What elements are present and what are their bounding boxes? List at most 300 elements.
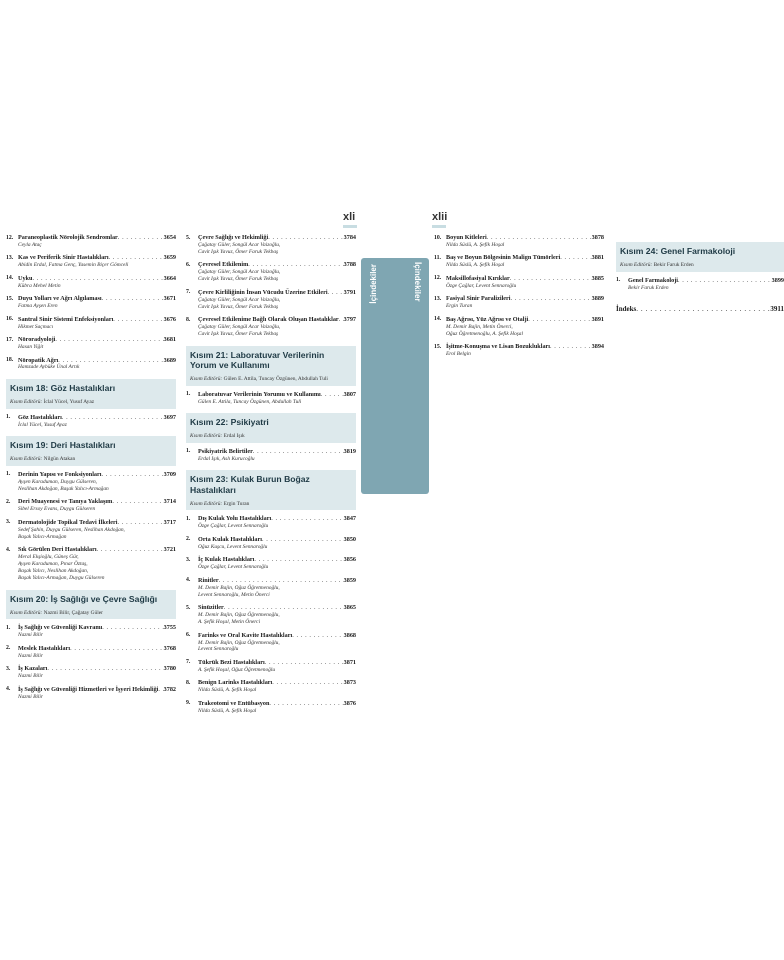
section-editor-label: Kısım Editörü:: [10, 399, 43, 406]
entry-body: [198, 604, 356, 625]
entry-body: [198, 391, 356, 405]
author-line: Ayşen Karaduman, Duygu Gülseren,: [18, 478, 98, 485]
toc-entry[interactable]: [186, 316, 356, 337]
entry-page: 3654: [163, 234, 176, 241]
leader-dots: [550, 343, 592, 350]
entry-title-line: [198, 316, 356, 323]
entry-authors: [198, 456, 356, 462]
entry-title-line: [198, 515, 356, 522]
toc-entry[interactable]: [186, 448, 356, 462]
toc-entry[interactable]: [616, 277, 784, 291]
toc-column-1: [6, 234, 176, 706]
section-editor: [10, 610, 172, 616]
entry-body: [198, 536, 356, 550]
toc-entry[interactable]: [6, 357, 176, 371]
leader-dots: [101, 471, 163, 478]
toc-entry[interactable]: [186, 536, 356, 550]
entry-authors: [18, 653, 176, 659]
leader-dots: [265, 659, 344, 666]
entry-body: [198, 515, 356, 529]
entry-authors: [446, 283, 604, 289]
section-editor-label: Kısım Editörü:: [620, 262, 653, 269]
entry-page: 3671: [163, 295, 176, 303]
section-editor: [620, 262, 780, 268]
toc-entry[interactable]: [186, 604, 356, 625]
entry-title-line: [198, 289, 356, 296]
entry-body: [18, 665, 176, 679]
entry-authors: [18, 527, 176, 540]
toc-entry[interactable]: [186, 577, 356, 598]
entry-authors: [18, 324, 176, 330]
author-line: Çağatay Güler, Songül Acar Vaizoğlu,: [198, 324, 281, 331]
side-tab-right: [393, 258, 429, 494]
index-entry[interactable]: [616, 305, 784, 313]
toc-entry[interactable]: [6, 414, 176, 428]
entry-title: Genel Farmakoloji: [628, 276, 679, 284]
entry-body: [198, 289, 356, 310]
entry-title-line: [18, 357, 176, 364]
entry-title-line: [198, 659, 356, 666]
entry-page: 3868: [343, 631, 356, 639]
author-line: A. Şefik Hoşal, Metin Önerci: [198, 619, 261, 626]
entry-authors: [18, 364, 176, 370]
toc-entry[interactable]: [186, 234, 356, 255]
author-line: Özge Çağlar, Levent Sennaroğlu: [198, 523, 269, 530]
author-line: Nazmi Bilir: [18, 632, 44, 639]
entry-number: 16.: [6, 316, 14, 323]
toc-column-3: [434, 234, 604, 364]
entry-authors: [198, 667, 356, 673]
section-editor: [190, 501, 352, 507]
author-line: Sedef Şahin, Duygu Gülseren, Neslihan Akdoğan,: [18, 526, 125, 533]
entry-authors: [198, 523, 356, 529]
entry-authors: [446, 324, 604, 337]
section-header: [186, 413, 356, 443]
author-line: Bekir Faruk Erden: [628, 284, 669, 291]
author-line: Nazmi Bilir: [18, 673, 44, 680]
entry-title-line: [18, 254, 176, 261]
toc-entry[interactable]: [6, 316, 176, 330]
leader-dots: [55, 336, 163, 343]
toc-entry[interactable]: [434, 295, 604, 309]
toc-entry[interactable]: [434, 234, 604, 248]
entry-page: 3871: [343, 658, 356, 666]
entry-number: 8.: [186, 316, 191, 323]
author-line: Kübra Mehel Metin: [18, 282, 61, 289]
entry-number: 1.: [186, 391, 191, 398]
entry-authors: [446, 351, 604, 357]
entry-body: [446, 316, 604, 337]
entry-authors: [446, 242, 604, 248]
toc-column-2: [186, 234, 356, 720]
toc-entry[interactable]: [6, 234, 176, 248]
author-line: Erol Belgin: [446, 351, 471, 358]
entry-authors: [18, 506, 176, 512]
entry-number: 4.: [186, 577, 191, 584]
toc-entry[interactable]: [186, 391, 356, 405]
entry-title: Trakeotomi ve Entübasyon: [198, 699, 270, 707]
entry-body: [18, 275, 176, 289]
entry-number: 18.: [6, 357, 14, 364]
section-header: [6, 436, 176, 466]
entry-page: 3865: [343, 604, 356, 612]
entry-body: [446, 275, 604, 289]
entry-title-line: [18, 519, 176, 526]
entry-title-line: [198, 536, 356, 543]
entry-body: [18, 357, 176, 371]
toc-column-4-content: [616, 242, 784, 291]
entry-title-line: [198, 577, 356, 584]
page-number-right: [432, 211, 447, 228]
entry-number: 10.: [434, 234, 442, 241]
entry-title-line: [446, 234, 604, 241]
toc-entry[interactable]: [186, 556, 356, 570]
entry-title: Sinüzitler: [198, 604, 224, 612]
toc-entry[interactable]: [434, 254, 604, 268]
author-line: Nilda Süslü, A. Şefik Hoşal: [446, 241, 505, 248]
entry-number: 1.: [616, 277, 621, 284]
entry-number: 6.: [186, 632, 191, 639]
entry-body: [18, 295, 176, 309]
toc-entry[interactable]: [6, 519, 176, 540]
leader-dots: [219, 577, 344, 584]
entry-authors: [18, 422, 176, 428]
entry-body: [18, 686, 176, 700]
entry-title: Çevre Kirliliğinin İnsan Vücudu Üzerine Etkileri: [198, 288, 328, 296]
toc-entry[interactable]: [186, 700, 356, 714]
author-line: Oğuz Öğretmenoğlu, A. Şefik Hoşal: [446, 330, 523, 337]
entry-title-line: [18, 624, 176, 631]
entry-title: Tükrük Bezi Hastalıkları: [198, 658, 265, 666]
leader-dots: [32, 275, 163, 282]
page-number-right-text: xlii: [432, 211, 448, 223]
entry-title-line: [628, 277, 784, 284]
author-line: Nazmi Bilir: [18, 652, 44, 659]
entry-page: 3780: [163, 665, 176, 673]
leader-dots: [292, 632, 343, 639]
entry-title-line: [446, 343, 604, 350]
leader-dots: [560, 254, 591, 261]
toc-entry[interactable]: [6, 295, 176, 309]
entry-title-line: [18, 316, 176, 323]
entry-page: 3859: [343, 576, 356, 584]
author-line: Cavit Işık Yavuz, Ömer Faruk Tekbaş: [198, 303, 279, 310]
entry-page: 3899: [771, 276, 784, 284]
section-editor: [190, 433, 352, 439]
section-header: [186, 470, 356, 510]
entry-title: Laboratuvar Verilerinin Yorumu ve Kullanımı: [198, 390, 321, 398]
entry-title-line: [198, 604, 356, 611]
author-line: Levent Sennaroğlu: [198, 646, 239, 653]
entry-title-line: [18, 471, 176, 478]
entry-page: 3876: [343, 699, 356, 707]
entry-authors: [198, 612, 356, 625]
entry-body: [198, 700, 356, 714]
entry-number: 3.: [186, 556, 191, 563]
toc-entry[interactable]: [186, 261, 356, 282]
entry-page: 3797: [343, 316, 356, 324]
entry-page: 3878: [591, 234, 604, 241]
entry-body: [18, 624, 176, 638]
entry-number: 6.: [186, 261, 191, 268]
entry-body: [198, 679, 356, 693]
author-line: A. Şefik Hoşal, Oğuz Öğretmenoğlu: [198, 666, 276, 673]
entry-number: 13.: [434, 295, 442, 302]
entry-body: [446, 254, 604, 268]
entry-number: 7.: [186, 289, 191, 296]
author-line: Cavit Işık Yavuz, Ömer Faruk Tekbaş: [198, 276, 279, 283]
entry-number: 15.: [6, 295, 14, 302]
author-line: Özge Çağlar, Levent Sennaroğlu: [446, 282, 517, 289]
entry-number: 5.: [186, 234, 191, 241]
entry-body: [628, 277, 784, 291]
section-editor-names: Gülen E. Attila, Tuncay Özgünen, Abdullah Tuli: [223, 376, 328, 383]
entry-title: Fasiyal Sinir Paralizileri: [446, 295, 511, 303]
entry-title: Derinin Yapısı ve Fonksiyonları: [18, 470, 102, 478]
entry-authors: [446, 303, 604, 309]
entry-number: 5.: [186, 604, 191, 611]
section-editor-label: Kısım Editörü:: [10, 456, 43, 463]
entry-page: 3721: [163, 546, 176, 554]
toc-entry[interactable]: [6, 686, 176, 700]
entry-title-line: [446, 316, 604, 323]
side-tab-left: [361, 258, 395, 494]
entry-title: İşitme-Konuşma ve Lisan Bozuklukları: [446, 343, 551, 351]
author-line: Hamzade Aybüke Ünal Artık: [18, 364, 80, 371]
toc-entry[interactable]: [186, 679, 356, 693]
section-title: Kısım 19: Deri Hastalıkları: [10, 440, 116, 451]
entry-title: Maksillofasiyal Kırıklar: [446, 274, 510, 282]
entry-page: 3807: [343, 390, 356, 398]
entry-title: Meslek Hastalıkları: [18, 644, 71, 652]
leader-dots: [262, 536, 344, 543]
entry-body: [198, 316, 356, 337]
section-title: Kısım 20: İş Sağlığı ve Çevre Sağlığı: [10, 593, 158, 604]
author-line: Çağatay Güler, Songül Acar Vaizoğlu,: [198, 296, 281, 303]
section-editor-names: Nilgün Atakan: [43, 456, 76, 463]
entry-title: İş Sağlığı ve Güvenliği Hizmetleri ve İşyeri Hekimliği: [18, 685, 159, 693]
entry-number: 13.: [6, 254, 14, 261]
leader-dots: [102, 295, 164, 302]
entry-title: Boyun Kitleleri: [446, 234, 487, 241]
entry-authors: [198, 242, 356, 255]
author-line: Hasan Yiğit: [18, 344, 44, 351]
author-line: Levent Sennaroğlu, Metin Önerci: [198, 591, 270, 598]
leader-dots: [528, 316, 591, 323]
entry-title: Baş Ağrısı, Yüz Ağrısı ve Otalji: [446, 315, 529, 323]
entry-title-line: [18, 645, 176, 652]
entry-authors: [18, 694, 176, 700]
entry-title-line: [198, 448, 356, 455]
entry-title-line: [198, 679, 356, 686]
entry-title-line: [198, 632, 356, 639]
author-line: M. Demir Bajin, Oğuz Öğretmenoğlu,: [198, 612, 280, 619]
toc-entry[interactable]: [434, 275, 604, 289]
toc-entry[interactable]: [6, 498, 176, 512]
entry-body: [446, 343, 604, 357]
section-editor: [190, 376, 352, 382]
entry-title-line: [446, 254, 604, 261]
entry-authors: [18, 344, 176, 350]
entry-page: 3873: [343, 679, 356, 687]
entry-page: 3885: [591, 274, 604, 282]
author-line: Başak Yalıcı, Neslihan Akdoğan,: [18, 568, 89, 575]
entry-body: [18, 336, 176, 350]
author-line: M. Demir Bajin, Oğuz Öğretmenoğlu,: [198, 584, 280, 591]
entry-number: 3.: [6, 665, 11, 672]
toc-entry[interactable]: [6, 645, 176, 659]
entry-page: 3891: [591, 315, 604, 323]
entry-authors: [18, 632, 176, 638]
entry-number: 3.: [6, 519, 11, 526]
entry-body: [198, 234, 356, 255]
entry-title: Farinks ve Oral Kavite Hastalıkları: [198, 631, 293, 639]
leader-dots: [321, 391, 344, 398]
author-line: Nilda Süslü, A. Şefik Hoşal: [446, 262, 505, 269]
leader-dots: [272, 679, 343, 686]
toc-entry[interactable]: [186, 632, 356, 653]
section-editor-label: Kısım Editörü:: [190, 501, 223, 507]
entry-title-line: [18, 275, 176, 282]
leader-dots: [636, 305, 770, 313]
toc-entry[interactable]: [6, 254, 176, 268]
page-number-left: [343, 211, 357, 228]
author-line: İclal Yücel, Yusuf Ayaz: [18, 421, 67, 428]
entry-authors: [18, 673, 176, 679]
author-line: Gülen E. Attila, Tuncay Özgünen, Abdullah Tuli: [198, 398, 302, 405]
entry-title: Çevresel Etkilenime Bağlı Olarak Oluşan Hastalıklar: [198, 316, 339, 324]
entry-number: 14.: [6, 275, 14, 282]
entry-page: 3819: [343, 447, 356, 455]
author-line: Cavit Işık Yavuz, Ömer Faruk Tekbaş: [198, 248, 279, 255]
entry-title: Sık Görülen Deri Hastalıkları: [18, 546, 97, 554]
entry-authors: [18, 303, 176, 309]
toc-entry[interactable]: [6, 471, 176, 492]
entry-authors: [198, 324, 356, 337]
toc-entry[interactable]: [434, 343, 604, 357]
entry-title-line: [198, 261, 356, 268]
entry-body: [198, 448, 356, 462]
toc-entry[interactable]: [186, 289, 356, 310]
author-line: Ceyla Ataç: [18, 241, 42, 248]
toc-entry[interactable]: [186, 659, 356, 673]
section-editor-label: Kısım Editörü:: [190, 433, 223, 440]
entry-title: Psikiyatrik Belirtiler: [198, 447, 253, 455]
side-tab-left-label: İçindekiler: [369, 264, 378, 304]
side-tab-right-label: İçindekiler: [413, 262, 422, 302]
entry-authors: [198, 399, 356, 405]
entry-title: Çevre Sağlığı ve Hekimliği: [198, 234, 269, 241]
entry-title: Dış Kulak Yolu Hastalıkları: [198, 515, 272, 523]
entry-body: [18, 316, 176, 330]
leader-dots: [678, 277, 772, 284]
section-editor-names: Nazmi Bilir, Çağatay Güler: [43, 609, 103, 616]
author-line: M. Demir Bajin, Oğuz Öğretmenoğlu,: [198, 639, 280, 646]
entry-number: 1.: [6, 414, 11, 421]
author-line: Nilda Süslü, A. Şefik Hoşal: [198, 707, 257, 714]
section-editor: [10, 399, 172, 405]
entry-title: Baş ve Boyun Bölgesinin Malign Tümörleri: [446, 254, 561, 262]
section-editor-names: İclal Yücel, Yusuf Ayaz: [43, 399, 95, 406]
author-line: Başak Yalıcı-Armağan, Duygu Gülseren: [18, 575, 105, 582]
toc-entry[interactable]: [6, 665, 176, 679]
entry-body: [18, 414, 176, 428]
leader-dots: [102, 624, 163, 631]
toc-entry[interactable]: [186, 515, 356, 529]
leader-dots: [109, 254, 164, 261]
toc-entry[interactable]: [6, 336, 176, 350]
leader-dots: [511, 295, 592, 302]
section-title: Kısım 24: Genel Farmakoloji: [620, 246, 736, 256]
section-title: Kısım 21: Laboratuvar Verilerinin Yorum ve Kullanımı: [190, 349, 325, 370]
toc-entry[interactable]: [6, 275, 176, 289]
toc-column-4: [616, 234, 784, 314]
entry-title: Benign Larinks Hastalıkları: [198, 679, 273, 687]
entry-page: 3676: [163, 315, 176, 323]
leader-dots: [328, 289, 344, 296]
entry-number: 12.: [6, 234, 14, 241]
entry-number: 12.: [434, 275, 442, 282]
entry-body: [18, 234, 176, 248]
entry-body: [198, 577, 356, 598]
author-line: Abidin Erdal, Fatma Genç, Yasemin Biçer Gömceli: [18, 262, 129, 269]
entry-page: 3788: [343, 261, 356, 269]
author-line: Çağatay Güler, Songül Acar Vaizoğlu,: [198, 241, 281, 248]
entry-authors: [18, 262, 176, 268]
entry-title: Dermatolojide Topikal Tedavi İlkeleri: [18, 518, 118, 526]
entry-page: 3791: [343, 288, 356, 296]
entry-number: 4.: [6, 686, 11, 693]
entry-page: 3847: [343, 515, 356, 523]
author-line: Nazmi Bilir: [18, 693, 44, 700]
author-line: Çağatay Güler, Songül Acar Vaizoğlu,: [198, 269, 281, 276]
entry-page: 3681: [163, 336, 176, 344]
entry-title: Orta Kulak Hastalıkları: [198, 535, 262, 543]
author-line: Ergin Turan: [446, 303, 473, 310]
section-title: Kısım 18: Göz Hastalıkları: [10, 382, 116, 393]
index-label: İndeks: [616, 305, 637, 314]
entry-body: [446, 234, 604, 248]
section-editor-names: Ergin Turan: [223, 501, 250, 507]
entry-title-line: [18, 234, 176, 241]
entry-body: [18, 645, 176, 659]
page-number-left-text: xli: [343, 211, 356, 223]
entry-title: Uyku: [18, 274, 33, 282]
entry-body: [18, 254, 176, 268]
toc-entry[interactable]: [434, 316, 604, 337]
entry-body: [18, 471, 176, 492]
entry-title-line: [18, 336, 176, 343]
toc-entry[interactable]: [6, 546, 176, 581]
entry-number: 2.: [6, 498, 11, 505]
entry-number: 17.: [6, 336, 14, 343]
section-header: [6, 590, 176, 620]
entry-body: [446, 295, 604, 309]
entry-title-line: [18, 686, 176, 693]
toc-entry[interactable]: [6, 624, 176, 638]
entry-page: 3894: [591, 343, 604, 351]
entry-title-line: [198, 391, 356, 398]
entry-title-line: [198, 700, 356, 707]
leader-dots: [487, 234, 592, 241]
entry-authors: [198, 544, 356, 550]
leader-dots: [62, 414, 164, 421]
leader-dots: [253, 448, 344, 455]
leader-dots: [47, 665, 163, 672]
entry-number: 1.: [186, 515, 191, 522]
entry-body: [18, 498, 176, 512]
entry-page: 3889: [591, 295, 604, 303]
